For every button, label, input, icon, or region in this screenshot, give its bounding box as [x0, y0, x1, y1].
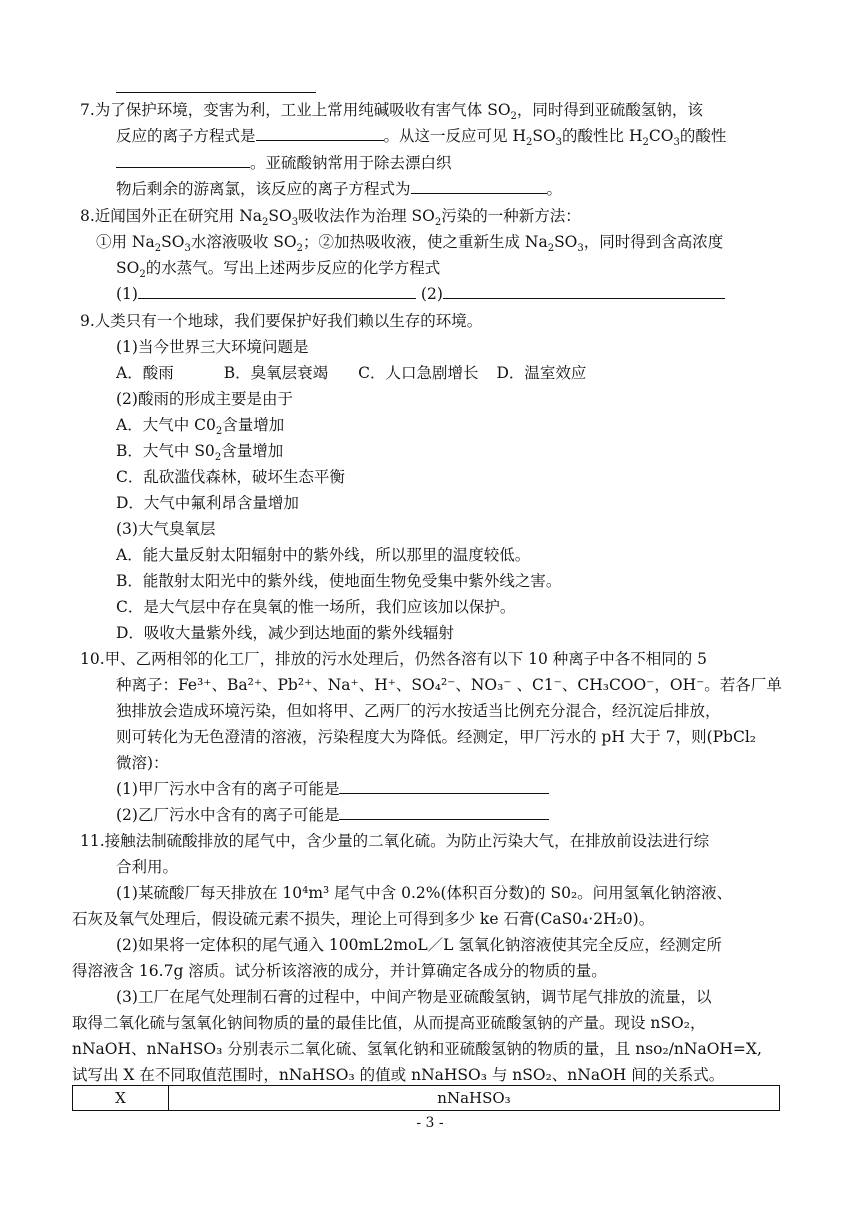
q11-sub-3-line-2: 取得二氧化硫与氢氧化钠间物质的量的最佳比值，从而提高亚硫酸氢钠的产量。现设 nSO₂，: [72, 1014, 706, 1032]
q10-line-3: 独排放会造成环境污染，但如将甲、乙两厂的污水按适当比例充分混合，经沉淀后排放，: [116, 702, 721, 720]
q10-line-4: 则可转化为无色澄清的溶液，污染程度大为降低。经测定，甲厂污水的 pH 大于 7，则(PbCl₂: [116, 728, 757, 746]
q9-title: 9.人类只有一个地球，我们要保护好我们赖以生存的环境。: [80, 312, 483, 330]
q9-sub-3: (3)大气臭氧层: [116, 520, 216, 538]
q10-line-2: 种离子：Fe³⁺、Ba²⁺、Pb²⁺、Na⁺、H⁺、SO₄²⁻、NO₃⁻ 、C1⁻、CH₃COO⁻，OH⁻。若各厂单: [116, 676, 782, 694]
q11-sub-1-line-2: 石灰及氧气处理后，假设硫元素不损失，理论上可得到多少 ke 石膏(CaS0₄·2H₂0)。: [72, 910, 655, 928]
q9-sub-3-option-d[interactable]: D．吸收大量紫外线，减少到达地面的紫外线辐射: [116, 624, 454, 642]
q9-sub-2-option-b[interactable]: B．大气中 $S0_2$含量增加: [116, 442, 284, 464]
q9-sub-2-option-a[interactable]: A．大气中 $C0_2$含量增加: [116, 416, 285, 438]
q8-line-1: 8.近闻国外正在研究用 $Na_2SO_3$吸收法作为治理 $SO_2$污染的一种新方法：: [80, 207, 581, 229]
q7-line-4: 物后剩余的游离氯，该反应的离子方程式为 。: [116, 180, 563, 198]
q11-sub-1-line-1: (1)某硫酸厂每天排放在 10⁴m³ 尾气中含 0.2%(体积百分数)的 S0₂。问用氢氧化钠溶液、: [116, 884, 733, 902]
q10-part-1: (1)甲厂污水中含有的离子可能是: [116, 779, 549, 799]
q9-sub-2-option-c[interactable]: C．乱砍滥伐森林，破坏生态平衡: [116, 468, 345, 486]
q11-sub-2-line-2: 得溶液含 16.7g 溶质。试分析该溶液的成分，并计算确定各成分的物质的量。: [72, 962, 607, 980]
q11-line-1: 11.接触法制硫酸排放的尾气中，含少量的二氧化硫。为防止污染大气，在排放前设法进行综: [80, 832, 710, 850]
q11-sub-3-line-1: (3)工厂在尾气处理制石膏的过程中，中间产物是亚硫酸氢钠，调节尾气排放的流量，以: [116, 988, 712, 1006]
q8-line-4: (1) (2): [116, 284, 725, 304]
q9-sub-1: (1)当今世界三大环境问题是: [116, 338, 309, 356]
q9-sub-2-option-d[interactable]: D．大气中氟利昂含量增加: [116, 494, 299, 512]
q9-sub-3-option-b[interactable]: B．能散射太阳光中的紫外线，使地面生物免受集中紫外线之害。: [116, 572, 562, 590]
table-header-nnahso3: nNaHSO₃: [168, 1086, 779, 1111]
q10-line-5: 微溶)：: [116, 754, 169, 772]
table-header-row: [73, 1086, 780, 1111]
q10-line-1: 10.甲、乙两相邻的化工厂，排放的污水处理后，仍然各溶有以下 10 种离子中各不相同的 5: [80, 650, 708, 668]
q10-part-2: (2)乙厂污水中含有的离子可能是: [116, 805, 549, 825]
q11-sub-3-line-4: 试写出 X 在不同取值范围时，nNaHSO₃ 的值或 nNaHSO₃ 与 nSO₂、nNaOH 间的关系式。: [72, 1066, 725, 1084]
answer-blank[interactable]: [256, 126, 384, 141]
option[interactable]: C．人口急剧增长: [358, 364, 479, 382]
q11-sub-2-line-1: (2)如果将一定体积的尾气通入 100mL2moL／L 氢氧化钠溶液使其完全反应，经测定所: [116, 936, 722, 954]
answer-blank[interactable]: [339, 779, 549, 794]
option[interactable]: B．臭氧层衰竭: [223, 364, 329, 382]
answer-blank[interactable]: [411, 179, 547, 194]
answer-table: [72, 1085, 780, 1111]
table-header-x: X: [73, 1086, 169, 1111]
q8-line-2: ①用 $Na_2SO_3$水溶液吸收 $SO_2$；②加热吸收液，使之重新生成 $Na_2SO_3$，同时得到含高浓度: [96, 233, 724, 255]
answer-blank[interactable]: [116, 153, 250, 168]
answer-blank[interactable]: [443, 284, 725, 299]
page-number: - 3 -: [416, 1115, 444, 1131]
q11-sub-3-line-3: nNaOH、nNaHSO₃ 分别表示二氧化硫、氢氧化钠和亚硫酸氢钠的物质的量，且 nso₂/nNaOH=X,: [72, 1040, 762, 1058]
answer-blank[interactable]: [339, 805, 549, 820]
option[interactable]: D．温室效应: [496, 364, 587, 382]
q9-sub-1-options: [116, 363, 586, 383]
q9-sub-3-option-c[interactable]: C．是大气层中存在臭氧的惟一场所，我们应该加以保护。: [116, 598, 516, 616]
q8-line-3: $SO_2$的水蒸气。写出上述两步反应的化学方程式: [116, 259, 441, 281]
q7-line-3: 。亚硫酸钠常用于除去漂白织: [116, 153, 452, 173]
answer-blank-line: [116, 92, 316, 93]
answer-blank[interactable]: [138, 284, 416, 299]
q9-sub-2: (2)酸雨的形成主要是由于: [116, 390, 293, 408]
q7-line-2: 反应的离子方程式是 。从这一反应可见 $H_2SO_3$的酸性比 $H_2CO_3$的酸性: [116, 127, 727, 149]
q7-line-1: 7.为了保护环境，变害为利，工业上常用纯碱吸收有害气体 $SO_2$，同时得到亚硫酸氢钠，该: [80, 101, 703, 123]
option[interactable]: A．酸雨: [116, 364, 174, 382]
q9-sub-3-option-a[interactable]: A．能大量反射太阳辐射中的紫外线，所以那里的温度较低。: [116, 546, 531, 564]
q11-line-2: 合利用。: [116, 858, 179, 876]
